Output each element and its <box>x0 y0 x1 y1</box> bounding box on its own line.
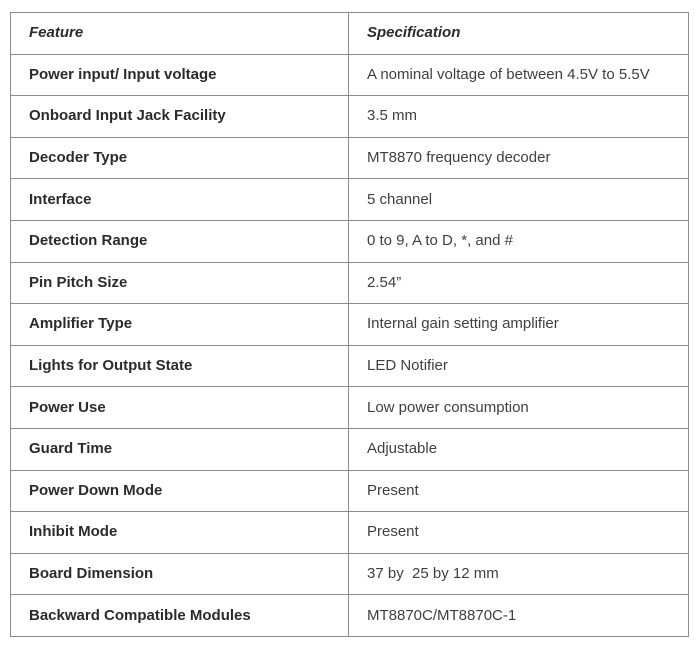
spec-cell: MT8870 frequency decoder <box>349 137 689 179</box>
table-row <box>11 137 689 179</box>
spec-cell: LED Notifier <box>349 345 689 387</box>
feature-cell: Amplifier Type <box>11 304 349 346</box>
spec-table-body <box>11 54 689 636</box>
spec-cell: 0 to 9, A to D, *, and # <box>349 220 689 262</box>
table-row <box>11 54 689 96</box>
spec-cell: Low power consumption <box>349 387 689 429</box>
feature-cell: Power input/ Input voltage <box>11 54 349 96</box>
header-specification: Specification <box>349 13 689 55</box>
feature-cell: Backward Compatible Modules <box>11 595 349 637</box>
table-row <box>11 345 689 387</box>
spec-cell: Internal gain setting amplifier <box>349 304 689 346</box>
feature-cell: Inhibit Mode <box>11 512 349 554</box>
header-row <box>11 13 689 55</box>
feature-cell: Board Dimension <box>11 553 349 595</box>
feature-cell: Guard Time <box>11 428 349 470</box>
table-row <box>11 220 689 262</box>
feature-cell: Detection Range <box>11 220 349 262</box>
feature-cell: Lights for Output State <box>11 345 349 387</box>
table-row <box>11 179 689 221</box>
table-row <box>11 428 689 470</box>
table-row <box>11 470 689 512</box>
spec-cell: 2.54” <box>349 262 689 304</box>
feature-cell: Decoder Type <box>11 137 349 179</box>
table-row <box>11 304 689 346</box>
spec-cell: Present <box>349 470 689 512</box>
spec-cell: Adjustable <box>349 428 689 470</box>
header-feature: Feature <box>11 13 349 55</box>
feature-cell: Power Down Mode <box>11 470 349 512</box>
table-row <box>11 387 689 429</box>
spec-cell: A nominal voltage of between 4.5V to 5.5V <box>349 54 689 96</box>
table-row <box>11 595 689 637</box>
feature-cell: Interface <box>11 179 349 221</box>
feature-cell: Onboard Input Jack Facility <box>11 96 349 138</box>
spec-cell: 5 channel <box>349 179 689 221</box>
table-row <box>11 262 689 304</box>
spec-cell: 37 by 25 by 12 mm <box>349 553 689 595</box>
table-row <box>11 553 689 595</box>
table-row <box>11 512 689 554</box>
feature-cell: Pin Pitch Size <box>11 262 349 304</box>
spec-cell: MT8870C/MT8870C-1 <box>349 595 689 637</box>
spec-table <box>10 12 689 637</box>
spec-cell: Present <box>349 512 689 554</box>
table-row <box>11 96 689 138</box>
feature-cell: Power Use <box>11 387 349 429</box>
spec-cell: 3.5 mm <box>349 96 689 138</box>
